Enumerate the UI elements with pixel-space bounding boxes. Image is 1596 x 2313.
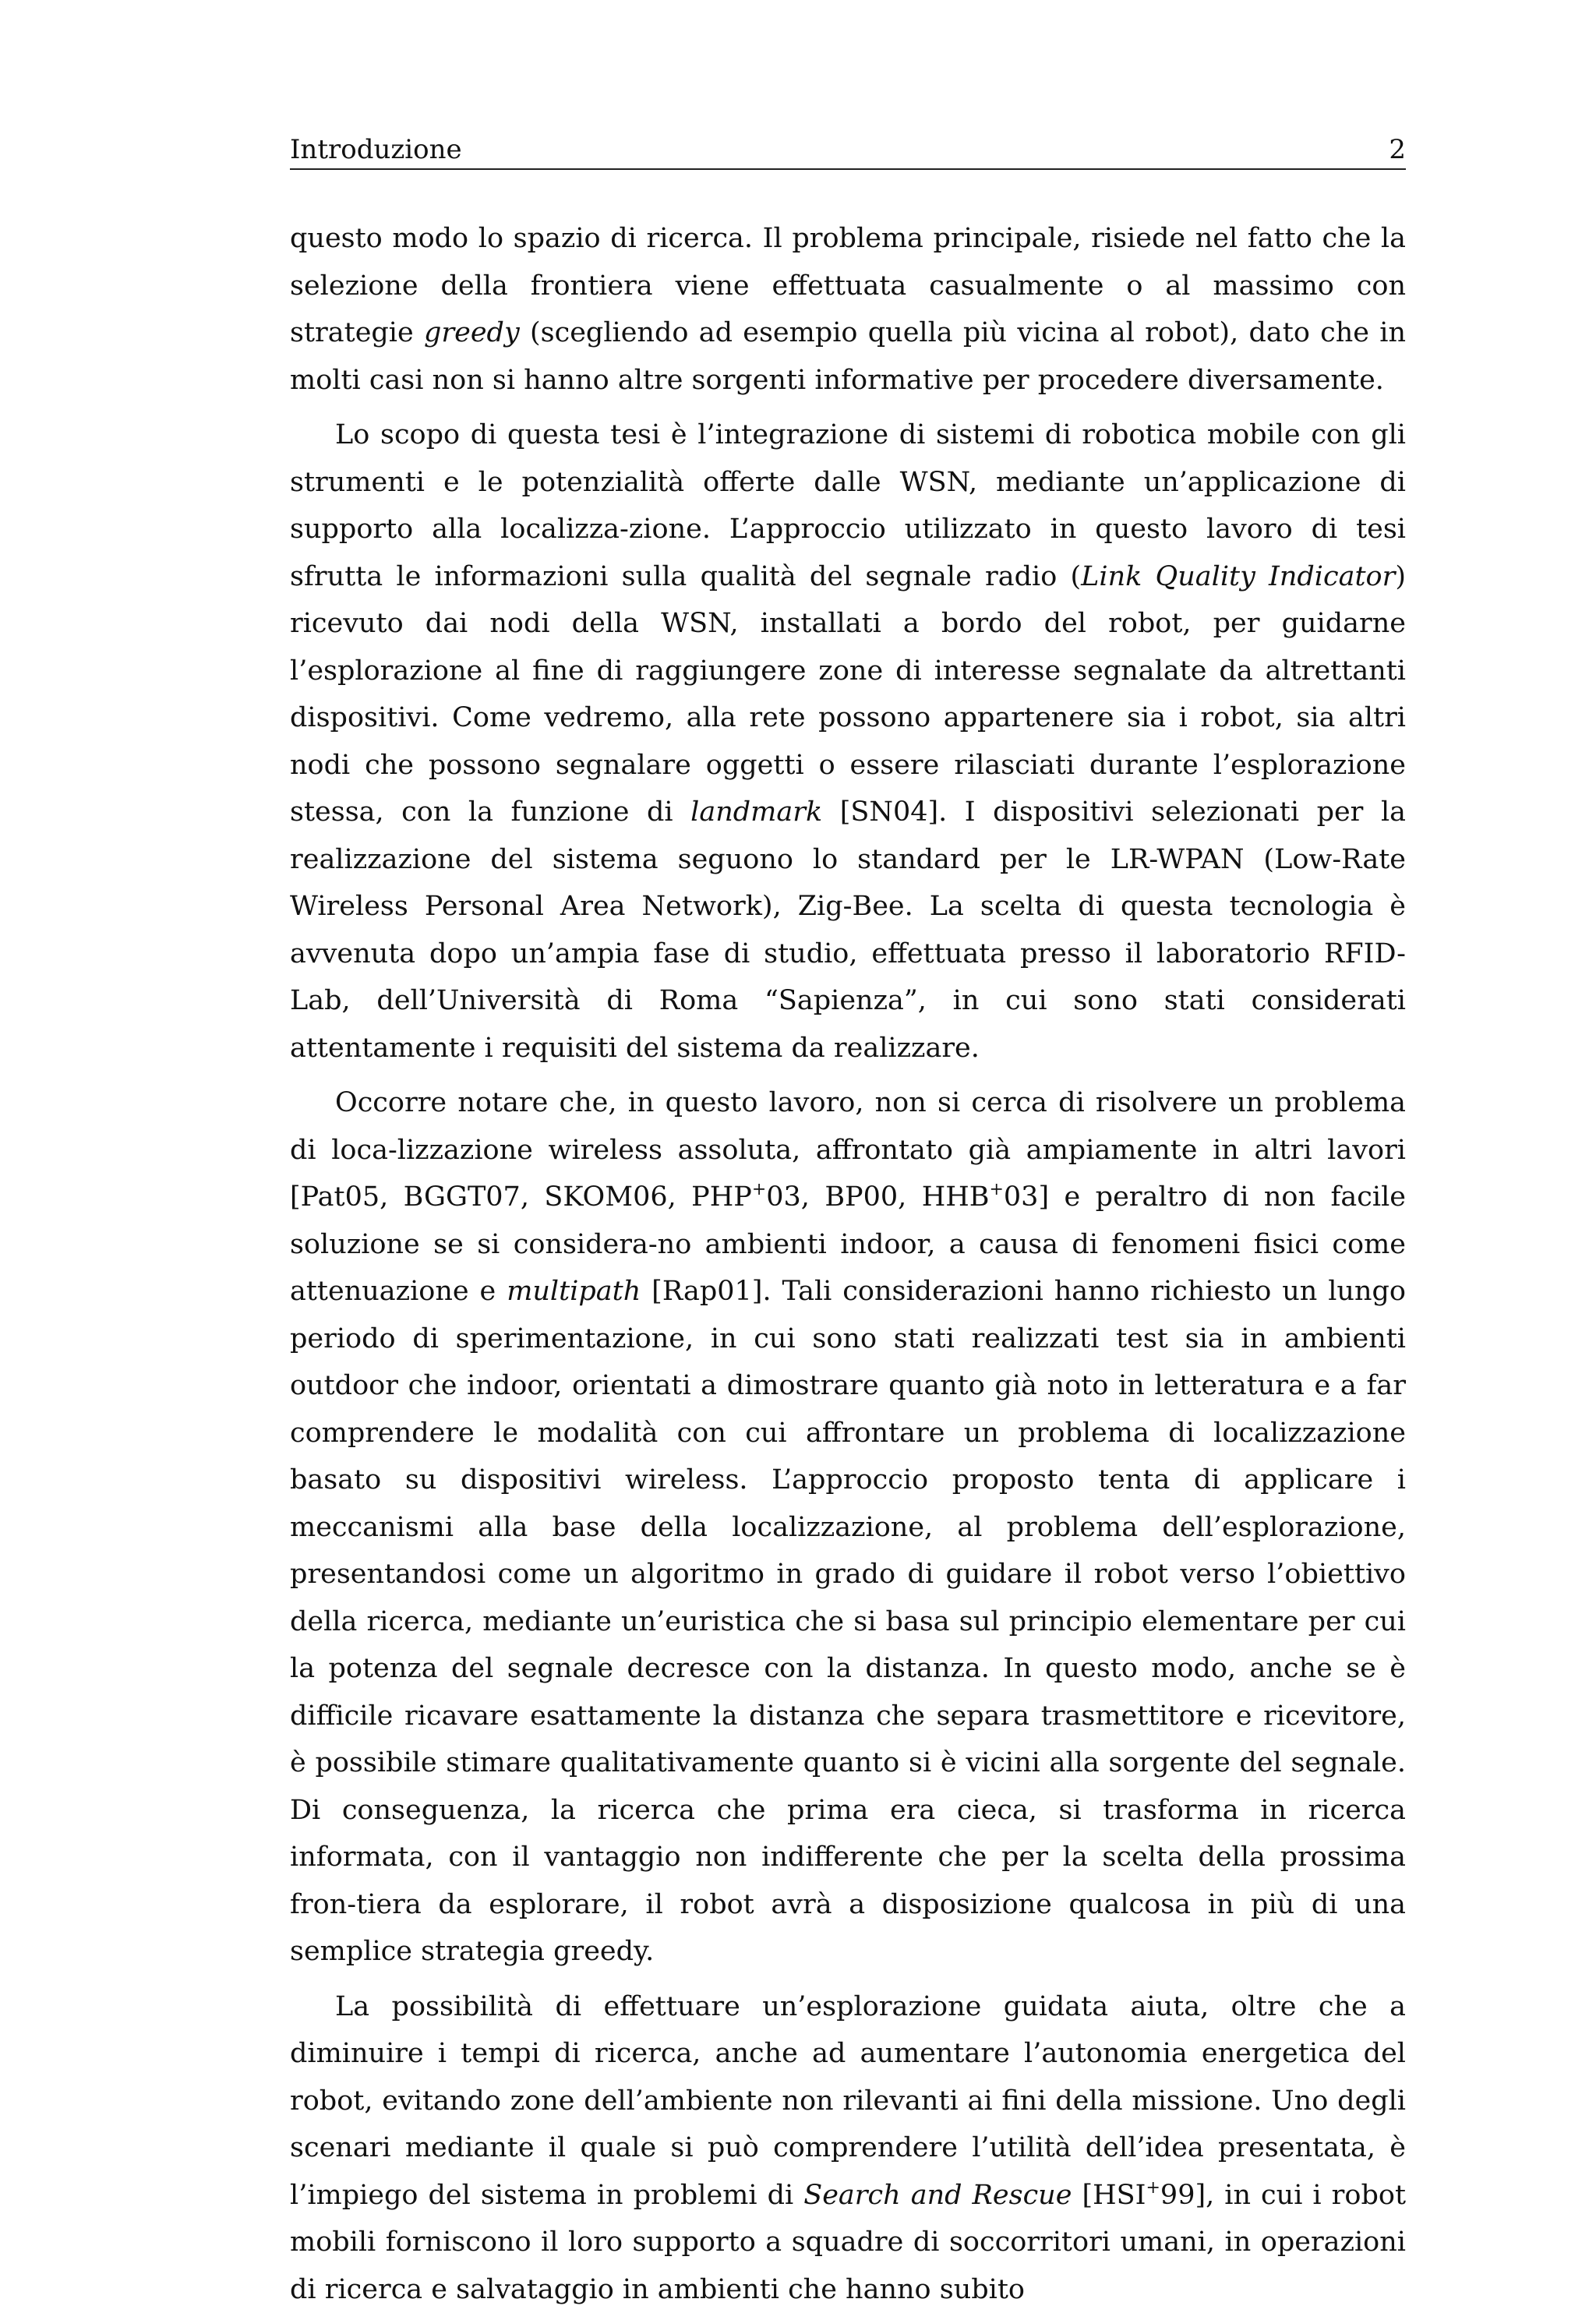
emphasis-lqi: Link Quality Indicator [1081, 561, 1395, 592]
citation-superscript: + [752, 1180, 766, 1199]
emphasis-greedy: greedy [424, 317, 520, 348]
body-text [290, 215, 1406, 2313]
text-run: [SN04]. I dispositivi selezionati per la realizzazione del sistema seguono lo standard per le LR-WPAN (Low-Rate Wireless Personal Area Network), Zig-Bee. La scelta di questa tecnologia è avvenuta dopo un’ampia fase di studio, effettuata presso il laboratorio RFID-Lab, dell’Università di Roma “Sapienza”, in cui sono stati considerati attentamente i requisiti del sistema da realizzare. [290, 796, 1406, 1064]
running-header [290, 131, 1406, 170]
text-run: Occorre notare che, in questo lavoro, non si cerca di risolvere un problema di loca-lizzazione wireless assoluta, affrontato già ampiamente in altri lavori [Pat05, BGGT07, SKOM06, PHP [290, 1087, 1406, 1213]
text-run: [Rap01]. Tali considerazioni hanno richiesto un lungo periodo di sperimentazione, in cui sono stati realizzati test sia in ambienti outdoor che indoor, orientati a dimostrare quanto già noto in letteratura e a far comprendere le modalità con cui affrontare un problema di localizzazione basato su dispositivi wireless. L’approccio proposto tenta di applicare i meccanismi alla base della localizzazione, al problema dell’esplorazione, presentandosi come un algoritmo in grado di guidare il robot verso l’obiettivo della ricerca, mediante un’euristica che si basa sul principio elementare per cui la potenza del segnale decresce con la distanza. In questo modo, anche se è difficile ricavare esattamente la distanza che separa trasmettitore e ricevitore, è possibile stimare qualitativamente quanto si è vicini alla sorgente del segnale. Di conseguenza, la ricerca che prima era cieca, si trasforma in ricerca informata, con il vantaggio non indifferente che per la scelta della prossima fron-tiera da esplorare, il robot avrà a disposizione qualcosa in più di una semplice strategia greedy. [290, 1276, 1406, 1967]
emphasis-multipath: multipath [507, 1276, 641, 1307]
text-run: questo modo lo spazio di ricerca. Il problema principale, risiede nel fatto che la selezione della frontiera viene effettuata casualmente o al massimo con strategie [290, 223, 1406, 348]
text-run: 99], in cui i robot mobili forniscono il loro supporto a squadre di soccorritori umani, in operazioni di ricerca e salvataggio in ambienti che hanno subito [290, 2180, 1406, 2305]
paragraph-2 [290, 411, 1406, 1072]
text-run: 03] e peraltro di non facile soluzione se si considera-no ambienti indoor, a causa di fenomeni fisici come attenuazione e [290, 1181, 1406, 1307]
paragraph-3 [290, 1079, 1406, 1976]
paragraph-1 [290, 215, 1406, 404]
text-run: [HSI [1072, 2180, 1146, 2211]
text-run: Lo scopo di questa tesi è l’integrazione di sistemi di robotica mobile con gli strumenti e le potenzialità offerte dalle WSN, mediante un’applicazione di supporto alla localizza-zione. L’approccio utilizzato in questo lavoro di tesi sfrutta le informazioni sulla qualità del segnale radio ( [290, 419, 1406, 592]
text-run: La possibilità di effettuare un’esplorazione guidata aiuta, oltre che a diminuire i tempi di ricerca, anche ad aumentare l’autonomia energetica del robot, evitando zone dell’ambiente non rilevanti ai fini della missione. Uno degli scenari mediante il quale si può comprendere l’utilità dell’idea presentata, è l’impiego del sistema in problemi di [290, 1991, 1406, 2211]
paragraph-4 [290, 1983, 1406, 2313]
text-run: (scegliendo ad esempio quella più vicina al robot), dato che in molti casi non si hanno altre sorgenti informative per procedere diversamente. [290, 317, 1406, 396]
chapter-title: Introduzione [290, 131, 462, 168]
text-run: 03, BP00, HHB [766, 1181, 989, 1213]
citation-superscript: + [989, 1180, 1003, 1199]
page-number: 2 [1389, 131, 1406, 168]
text-run: ) ricevuto dai nodi della WSN, installati a bordo del robot, per guidarne l’esplorazione al fine di raggiungere zone di interesse segnalate da altrettanti dispositivi. Come vedremo, alla rete possono appartenere sia i robot, sia altri nodi che possono segnalare oggetti o essere rilasciati durante l’esplorazione stessa, con la funzione di [290, 561, 1406, 828]
citation-superscript: + [1146, 2178, 1160, 2198]
emphasis-landmark: landmark [690, 796, 822, 828]
emphasis-search-and-rescue: Search and Rescue [803, 2180, 1072, 2211]
